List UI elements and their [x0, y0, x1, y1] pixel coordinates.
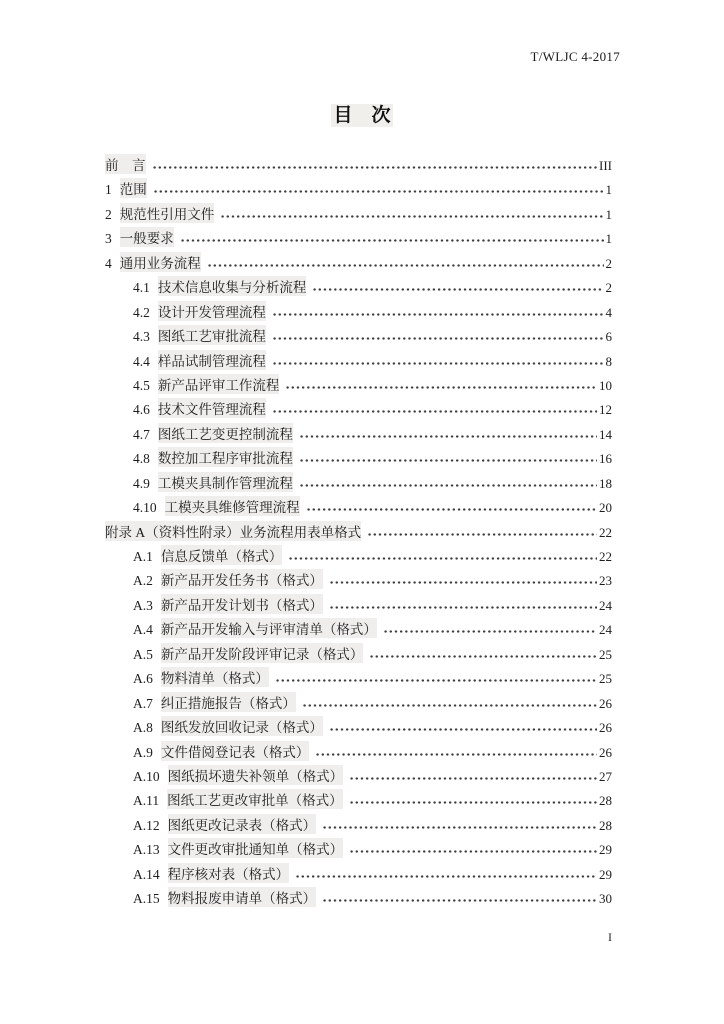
toc-entry-number: 3: [105, 231, 112, 247]
dot-leader: [369, 654, 597, 659]
dot-leader: [312, 287, 603, 292]
toc-entry: [105, 765, 612, 789]
toc-entry-page: 12: [599, 402, 612, 418]
toc-entry-page: 4: [605, 304, 612, 320]
toc-entry-number: 4: [105, 255, 112, 271]
dot-leader: [349, 776, 597, 781]
toc-entry: [105, 692, 612, 716]
toc-entry-page: 8: [605, 353, 612, 369]
toc-entry-label: 新产品开发阶段评审记录（格式）: [161, 643, 364, 663]
dot-leader: [299, 483, 597, 488]
dot-leader: [315, 752, 597, 757]
dot-leader: [285, 385, 597, 390]
toc-entry-number: 4.9: [133, 475, 150, 491]
toc-entry-page: 26: [599, 744, 612, 760]
toc-entry-label: 设计开发管理流程: [158, 301, 266, 321]
toc-entry-number: A.11: [133, 793, 160, 809]
toc-entry-label: 一般要求: [120, 227, 174, 247]
dot-leader: [383, 629, 597, 634]
toc-title-text: 目 次: [333, 105, 391, 126]
toc-entry-number: A.3: [133, 597, 153, 613]
toc-entry-page: 2: [605, 255, 612, 271]
toc-entry-label: 规范性引用文件: [120, 203, 215, 223]
toc-entry-label: 新产品开发输入与评审清单（格式）: [161, 618, 377, 638]
toc-entry: [105, 472, 612, 496]
dot-leader: [272, 336, 604, 341]
toc-entry-label: 前 言: [105, 154, 146, 174]
toc-entry-page: 1: [605, 206, 612, 222]
toc-entry-number: A.9: [133, 744, 153, 760]
toc-entry-label: 通用业务流程: [120, 252, 201, 272]
dot-leader: [302, 703, 597, 708]
toc-entry-number: 4.3: [133, 329, 150, 345]
toc-entry: [105, 569, 612, 593]
toc-entry-label: 纠正措施报告（格式）: [161, 692, 296, 712]
toc-entry-label: 信息反馈单（格式）: [161, 545, 283, 565]
toc-entry-label: 文件更改审批通知单（格式）: [168, 838, 344, 858]
toc-entry-page: 10: [599, 377, 612, 393]
dot-leader: [299, 434, 597, 439]
dot-leader: [295, 874, 597, 879]
dot-leader: [153, 189, 604, 194]
toc-entry-number: 4.1: [133, 280, 150, 296]
toc-entry-page: 28: [599, 817, 612, 833]
toc-entry-number: 2: [105, 206, 112, 222]
dot-leader: [329, 580, 597, 585]
dot-leader: [367, 532, 597, 537]
toc-entry: [105, 716, 612, 740]
toc-entry: [105, 838, 612, 862]
toc-entry-number: A.5: [133, 646, 153, 662]
toc-entry: [105, 447, 612, 471]
toc-entry: [105, 227, 612, 251]
toc-entry: [105, 203, 612, 227]
toc-entry-number: 4.10: [133, 500, 157, 516]
toc-entry-page: 1: [605, 182, 612, 198]
toc-entry-page: 14: [599, 426, 612, 442]
page-number-footer: I: [608, 930, 612, 944]
toc-entry: [105, 887, 612, 911]
toc-entry-number: A.14: [133, 866, 160, 882]
toc-entry-page: 25: [599, 671, 612, 687]
dot-leader: [329, 605, 597, 610]
dot-leader: [329, 727, 597, 732]
toc-entry-number: 4.6: [133, 402, 150, 418]
toc-entry-number: A.4: [133, 622, 153, 638]
dot-leader: [306, 507, 597, 512]
toc-entry: [105, 643, 612, 667]
toc-entry-page: 6: [605, 329, 612, 345]
toc-entry-number: A.1: [133, 549, 153, 564]
toc-entry-page: 16: [599, 451, 612, 467]
toc-entry-number: A.8: [133, 720, 153, 736]
dot-leader: [272, 409, 597, 414]
toc-entry-page: 26: [599, 720, 612, 736]
toc-entry-label: 技术文件管理流程: [158, 398, 266, 418]
toc-entry: [105, 252, 612, 276]
toc-entry: [105, 594, 612, 618]
toc-entry-number: A.15: [133, 891, 160, 907]
toc-entry-number: A.10: [133, 768, 160, 784]
toc-entry-number: 4.8: [133, 451, 150, 467]
toc-entry: [105, 423, 612, 447]
toc-entry-page: 1: [605, 231, 612, 247]
toc-entry-label: 工模夹具制作管理流程: [158, 472, 293, 492]
toc-entry-page: 22: [599, 524, 612, 540]
toc-entry: [105, 325, 612, 349]
toc-entry-label: 新产品开发任务书（格式）: [161, 569, 323, 589]
toc-entry-label: 新产品开发计划书（格式）: [161, 594, 323, 614]
toc-entry-page: 30: [599, 891, 612, 907]
toc-entry: [105, 521, 612, 545]
toc-entry-label: 范围: [120, 178, 147, 198]
toc-entry: [105, 154, 612, 178]
dot-leader: [349, 800, 597, 805]
dot-leader: [275, 678, 597, 683]
dot-leader: [272, 312, 604, 317]
toc-entry-label: 数控加工程序审批流程: [158, 447, 293, 467]
toc-entry-page: 27: [599, 768, 612, 784]
toc-entry-page: 23: [599, 573, 612, 589]
toc-entry-label: 工模夹具维修管理流程: [165, 496, 300, 516]
toc-entry-number: 4.7: [133, 426, 150, 442]
toc-title: [0, 100, 724, 127]
toc-entry-page: 29: [599, 842, 612, 858]
toc-entry-label: 图纸损坏遗失补领单（格式）: [168, 765, 344, 785]
toc-entry-page: 24: [599, 597, 612, 613]
document-reference: T/WLJC 4-2017: [530, 49, 620, 64]
toc-entry: [105, 398, 612, 422]
toc-entry-label: 图纸工艺更改审批单（格式）: [167, 789, 343, 809]
dot-leader: [349, 849, 597, 854]
toc-entry-page: 24: [599, 622, 612, 638]
toc-entry-number: A.6: [133, 671, 153, 687]
toc-entry-page: 25: [599, 646, 612, 662]
dot-leader: [152, 165, 598, 170]
dot-leader: [288, 556, 597, 561]
toc-entry-page: 2: [605, 280, 612, 296]
toc-entry-number: A.7: [133, 695, 153, 711]
toc-entry-label: 样品试制管理流程: [158, 350, 266, 370]
toc-entry-page: 26: [599, 695, 612, 711]
toc-entry-page: 29: [599, 866, 612, 882]
toc-entry: [105, 496, 612, 520]
toc-entry: [105, 814, 612, 838]
toc-entry-label: 附录 A（资料性附录）业务流程用表单格式: [105, 521, 361, 541]
dot-leader: [207, 263, 604, 268]
toc-entry-page: 22: [599, 549, 612, 564]
toc-entry-label: 程序核对表（格式）: [168, 863, 290, 883]
toc-entry-page: III: [599, 158, 612, 173]
dot-leader: [299, 458, 597, 463]
toc-entry-number: 4.4: [133, 353, 150, 369]
dot-leader: [322, 898, 597, 903]
dot-leader: [272, 361, 604, 366]
toc-entry-page: 18: [599, 475, 612, 491]
toc-entry-label: 图纸发放回收记录（格式）: [161, 716, 323, 736]
toc-entry-page: 28: [599, 793, 612, 809]
toc-entry: [105, 178, 612, 202]
toc-entry: [105, 301, 612, 325]
toc-entry-number: 1: [105, 182, 112, 198]
dot-leader: [180, 238, 604, 243]
dot-leader: [322, 825, 597, 830]
toc-entry-label: 物料清单（格式）: [161, 667, 269, 687]
toc-entry-label: 图纸工艺变更控制流程: [158, 423, 293, 443]
toc-entry-number: 4.2: [133, 304, 150, 320]
toc-list: [105, 154, 612, 912]
toc-entry-label: 物料报废申请单（格式）: [168, 887, 317, 907]
toc-entry-label: 文件借阅登记表（格式）: [161, 741, 310, 761]
toc-entry: [105, 374, 612, 398]
toc-entry: [105, 545, 612, 569]
toc-entry-number: A.2: [133, 573, 153, 589]
toc-entry-label: 图纸工艺审批流程: [158, 325, 266, 345]
toc-entry-number: A.13: [133, 842, 160, 858]
toc-entry: [105, 863, 612, 887]
toc-entry-number: 4.5: [133, 377, 150, 393]
toc-entry-label: 新产品评审工作流程: [158, 374, 280, 394]
toc-entry-label: 图纸更改记录表（格式）: [168, 814, 317, 834]
toc-entry-label: 技术信息收集与分析流程: [158, 276, 307, 296]
toc-entry: [105, 789, 612, 813]
toc-entry-number: A.12: [133, 817, 160, 833]
toc-entry: [105, 350, 612, 374]
toc-entry: [105, 618, 612, 642]
dot-leader: [220, 214, 603, 219]
toc-entry-page: 20: [599, 500, 612, 516]
toc-entry: [105, 741, 612, 765]
toc-entry: [105, 276, 612, 300]
toc-entry: [105, 667, 612, 691]
